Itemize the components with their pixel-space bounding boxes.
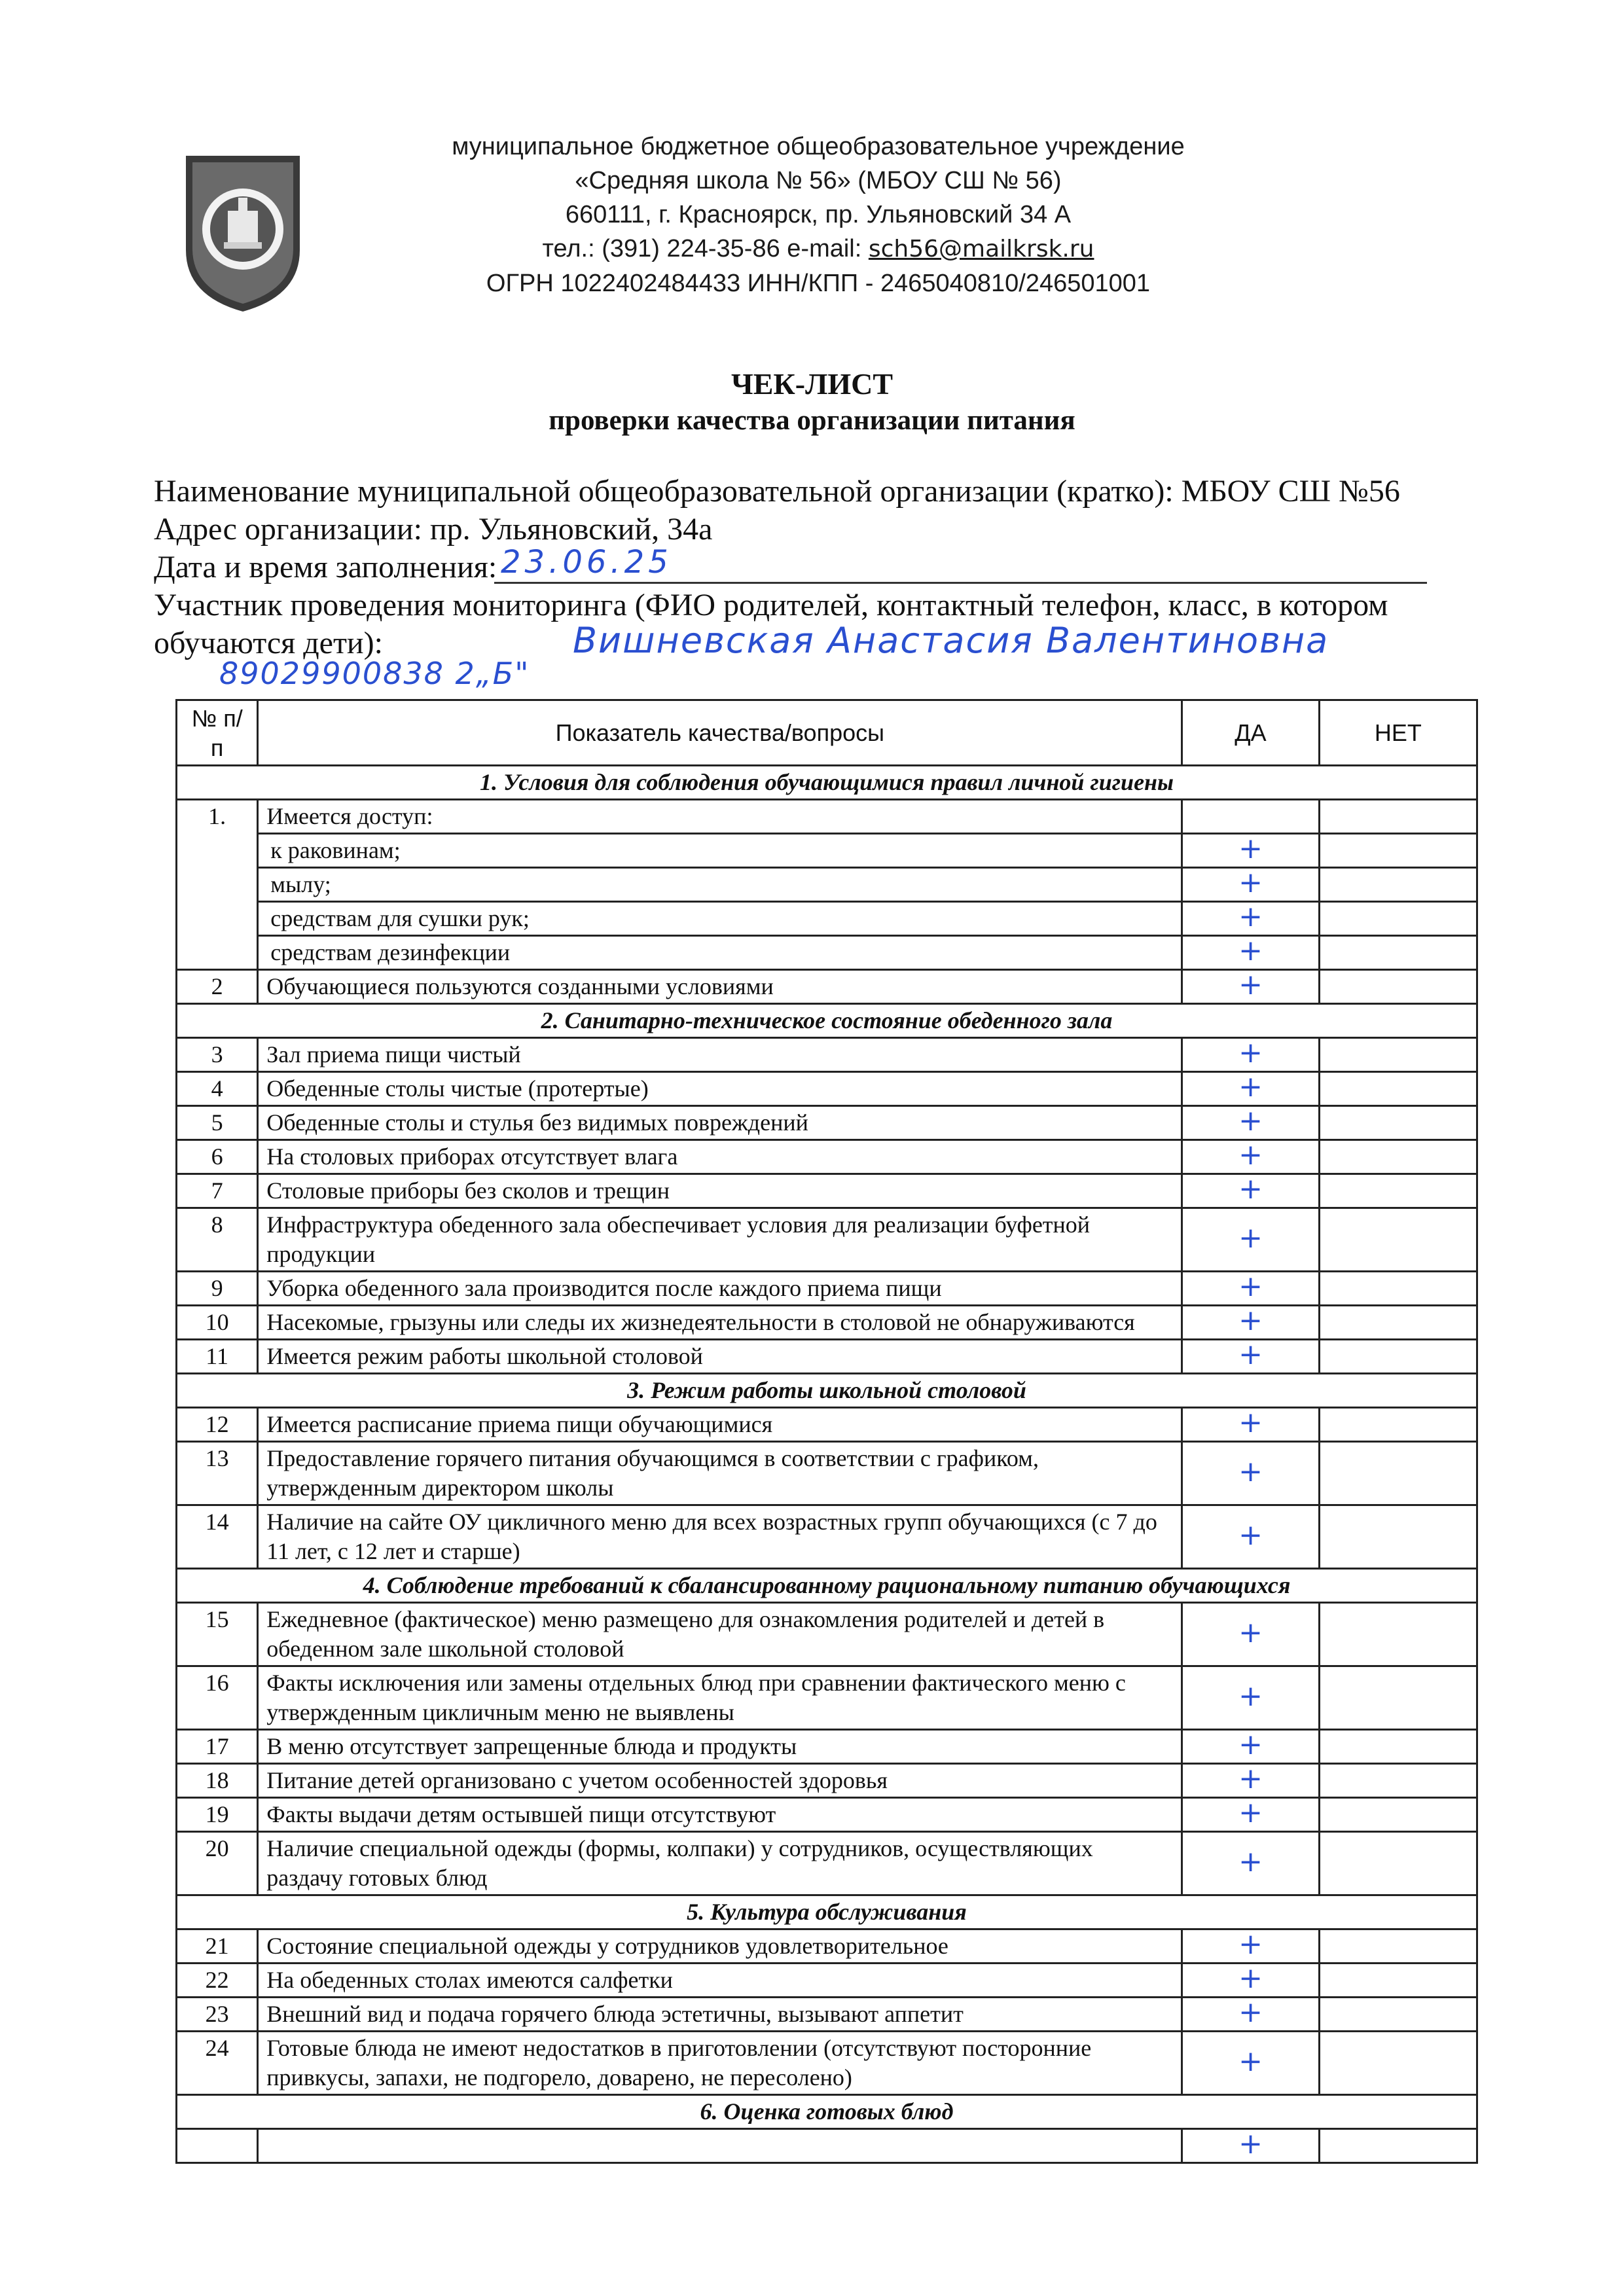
org-address: 660111, г. Красноярск, пр. Ульяновский 34 А	[565, 201, 1072, 228]
no-cell[interactable]	[1319, 1929, 1477, 1964]
row-num: 19	[177, 1798, 258, 1832]
yes-cell[interactable]	[1182, 1764, 1319, 1798]
plus-mark-icon: +	[1238, 1844, 1263, 1878]
row-num: 3	[177, 1038, 258, 1072]
row-num: 23	[177, 1998, 258, 2032]
no-cell[interactable]	[1319, 1505, 1477, 1569]
table-row	[177, 1408, 1477, 1442]
no-cell[interactable]	[1319, 1038, 1477, 1072]
row-question: Наличие специальной одежды (формы, колпаки) у сотрудников, осуществляющих раздачу готовых блюд	[258, 1832, 1182, 1895]
table-row	[177, 1798, 1477, 1832]
document-title: ЧЕК-ЛИСТ	[731, 367, 893, 401]
table-row	[177, 1106, 1477, 1140]
plus-mark-icon: +	[1238, 1270, 1263, 1303]
document-subtitle: проверки качества организации питания	[549, 405, 1075, 436]
table-row	[177, 1666, 1477, 1730]
row-question: Имеется режим работы школьной столовой	[258, 1340, 1182, 1374]
plus-mark-icon: +	[1238, 1172, 1263, 1206]
row-question: Зал приема пищи чистый	[258, 1038, 1182, 1072]
row-num: 4	[177, 1072, 258, 1106]
table-row	[177, 1272, 1477, 1306]
yes-cell[interactable]	[1182, 1340, 1319, 1374]
row-question: Обучающиеся пользуются созданными условиями	[258, 970, 1182, 1004]
no-cell[interactable]	[1319, 1208, 1477, 1272]
table-row	[177, 1730, 1477, 1764]
row-question: Уборка обеденного зала производится после каждого приема пищи	[258, 1272, 1182, 1306]
plus-mark-icon: +	[1238, 900, 1263, 933]
row-question: Столовые приборы без сколов и трещин	[258, 1174, 1182, 1208]
table-row	[177, 1603, 1477, 1666]
row-num: 8	[177, 1208, 258, 1272]
table-row	[177, 1442, 1477, 1505]
plus-mark-icon: +	[1238, 1221, 1263, 1255]
no-cell[interactable]	[1319, 1964, 1477, 1998]
row-num: 14	[177, 1505, 258, 1569]
table-row	[177, 1038, 1477, 1072]
row-question: Питание детей организовано с учетом особенностей здоровья	[258, 1764, 1182, 1798]
table-row	[177, 1929, 1477, 1964]
plus-mark-icon: +	[1238, 832, 1263, 865]
table-row	[177, 1998, 1477, 2032]
section-title: 2. Санитарно-техническое состояние обеденного зала	[177, 1004, 1477, 1038]
org-registration: ОГРН 1022402484433 ИНН/КПП - 2465040810/246501001	[486, 270, 1151, 297]
org-name-field: Наименование муниципальной общеобразовательной организации (кратко): МБОУ СШ №56	[154, 474, 1400, 509]
row-question: Насекомые, грызуны или следы их жизнедеятельности в столовой не обнаруживаются	[258, 1306, 1182, 1340]
participant-label-line2: обучаются дети):	[154, 626, 383, 660]
no-cell[interactable]	[1319, 1798, 1477, 1832]
org-email-link[interactable]: sch56@mailkrsk.ru	[868, 236, 1094, 262]
plus-mark-icon: +	[1238, 2044, 1263, 2078]
header-question: Показатель качества/вопросы	[258, 700, 1182, 766]
row-question: Готовые блюда не имеют недостатков в приготовлении (отсутствуют посторонние привкусы, запахи, не подгорело, доварено, не пересолено)	[258, 2032, 1182, 2095]
no-cell[interactable]	[1319, 834, 1477, 868]
yes-cell[interactable]	[1182, 1106, 1319, 1140]
plus-mark-icon: +	[1238, 1104, 1263, 1138]
org-name: «Средняя школа № 56» (МБОУ СШ № 56)	[575, 167, 1062, 194]
yes-cell[interactable]	[1182, 1272, 1319, 1306]
row-num: 5	[177, 1106, 258, 1140]
row-num: 11	[177, 1340, 258, 1374]
plus-mark-icon: +	[1238, 1070, 1263, 1103]
date-label: Дата и время заполнения:	[154, 550, 497, 584]
row-num: 1.	[177, 800, 258, 970]
row-question: Обеденные столы и стулья без видимых повреждений	[258, 1106, 1182, 1140]
row-question: Инфраструктура обеденного зала обеспечивает условия для реализации буфетной продукции	[258, 1208, 1182, 1272]
row-num: 2	[177, 970, 258, 1004]
date-handwritten: 23.06.25	[501, 544, 672, 581]
table-row	[177, 1764, 1477, 1798]
row-num: 24	[177, 2032, 258, 2095]
org-address-field: Адрес организации: пр. Ульяновский, 34а	[154, 512, 713, 547]
row-question: На обеденных столах имеются салфетки	[258, 1964, 1182, 1998]
plus-mark-icon: +	[1238, 1796, 1263, 1829]
school-emblem-icon	[182, 152, 304, 314]
no-cell[interactable]	[1319, 2032, 1477, 2095]
plus-mark-icon: +	[1238, 1928, 1263, 1961]
yes-cell[interactable]	[1182, 902, 1319, 936]
org-contacts	[367, 232, 1270, 266]
plus-mark-icon: +	[1238, 1996, 1263, 2029]
plus-mark-icon: +	[1238, 1679, 1263, 1713]
row-num: 10	[177, 1306, 258, 1340]
table-row	[177, 970, 1477, 1004]
table-subrow	[177, 936, 1477, 970]
row-num: 18	[177, 1764, 258, 1798]
row-question: Предоставление горячего питания обучающимся в соответствии с графиком, утвержденным директором школы	[258, 1442, 1182, 1505]
section-row	[177, 2095, 1477, 2129]
yes-cell[interactable]	[1182, 1072, 1319, 1106]
no-cell[interactable]	[1319, 868, 1477, 902]
no-cell[interactable]	[1319, 800, 1477, 834]
row-num: 22	[177, 1964, 258, 1998]
table-row	[177, 1505, 1477, 1569]
plus-mark-icon: +	[1238, 1036, 1263, 1069]
no-cell[interactable]	[1319, 1998, 1477, 2032]
yes-cell[interactable]	[1182, 1505, 1319, 1569]
yes-cell[interactable]	[1182, 1174, 1319, 1208]
no-cell[interactable]	[1319, 2129, 1477, 2163]
row-num: 21	[177, 1929, 258, 1964]
section-title: 4. Соблюдение требований к сбалансированному рациональному питанию обучающихся	[177, 1569, 1477, 1603]
no-cell[interactable]	[1319, 1666, 1477, 1730]
section-row	[177, 766, 1477, 800]
row-subquestion: средствам дезинфекции	[258, 936, 1182, 970]
row-num: 9	[177, 1272, 258, 1306]
table-row	[177, 1340, 1477, 1374]
yes-cell[interactable]	[1182, 1666, 1319, 1730]
table-row	[177, 1306, 1477, 1340]
section-row	[177, 1569, 1477, 1603]
section-row	[177, 1004, 1477, 1038]
participant-field	[154, 620, 1476, 691]
row-question: Внешний вид и подача горячего блюда эстетичны, вызывают аппетит	[258, 1998, 1182, 2032]
row-question: Факты выдачи детям остывшей пищи отсутствуют	[258, 1798, 1182, 1832]
row-question: Состояние специальной одежды у сотрудников удовлетворительное	[258, 1929, 1182, 1964]
yes-cell[interactable]	[1182, 1442, 1319, 1505]
row-question: Наличие на сайте ОУ цикличного меню для всех возрастных групп обучающихся (с 7 до 11 лет, с 12 лет и старше)	[258, 1505, 1182, 1569]
table-row	[177, 2032, 1477, 2095]
plus-mark-icon: +	[1238, 1762, 1263, 1795]
row-num: 16	[177, 1666, 258, 1730]
header-yes: ДА	[1182, 700, 1319, 766]
checklist-table	[175, 699, 1478, 2164]
plus-mark-icon: +	[1238, 1406, 1263, 1439]
header-no: НЕТ	[1319, 700, 1477, 766]
table-row	[177, 800, 1477, 834]
plus-mark-icon: +	[1238, 968, 1263, 1001]
org-phone: тел.: (391) 224-35-86 e-mail:	[542, 235, 869, 262]
no-cell[interactable]	[1319, 1272, 1477, 1306]
no-cell[interactable]	[1319, 1306, 1477, 1340]
table-row	[177, 1208, 1477, 1272]
yes-cell[interactable]	[1182, 1208, 1319, 1272]
section-title: 5. Культура обслуживания	[177, 1895, 1477, 1929]
no-cell[interactable]	[1319, 1408, 1477, 1442]
table-subrow	[177, 902, 1477, 936]
yes-cell[interactable]	[1182, 936, 1319, 970]
plus-mark-icon: +	[1238, 1728, 1263, 1761]
row-subquestion: средствам для сушки рук;	[258, 902, 1182, 936]
no-cell[interactable]	[1319, 1764, 1477, 1798]
plus-mark-icon: +	[1238, 1338, 1263, 1371]
yes-cell[interactable]	[1182, 1832, 1319, 1895]
row-question: Имеется доступ:	[258, 800, 1182, 834]
info-block	[154, 473, 1476, 691]
yes-cell[interactable]	[1182, 1038, 1319, 1072]
section-title: 1. Условия для соблюдения обучающимися правил личной гигиены	[177, 766, 1477, 800]
table-header-row	[177, 700, 1477, 766]
row-question: Обеденные столы чистые (протертые)	[258, 1072, 1182, 1106]
yes-cell[interactable]	[1182, 970, 1319, 1004]
yes-cell[interactable]	[1182, 1998, 1319, 2032]
no-cell[interactable]	[1319, 936, 1477, 970]
section-row	[177, 1374, 1477, 1408]
table-row	[177, 1140, 1477, 1174]
no-cell[interactable]	[1319, 1603, 1477, 1666]
row-num	[177, 2129, 258, 2163]
participant-label-line1: Участник проведения мониторинга (ФИО родителей, контактный телефон, класс, в котором	[154, 588, 1388, 622]
no-cell[interactable]	[1319, 902, 1477, 936]
no-cell[interactable]	[1319, 1106, 1477, 1140]
row-question: Факты исключения или замены отдельных блюд при сравнении фактического меню с утвержденным цикличным меню не выявлены	[258, 1666, 1182, 1730]
no-cell[interactable]	[1319, 1832, 1477, 1895]
participant-phone-handwritten: 89029900838 2„Б"	[219, 656, 530, 691]
yes-cell[interactable]	[1182, 2129, 1319, 2163]
yes-cell[interactable]	[1182, 1603, 1319, 1666]
plus-mark-icon: +	[1238, 1962, 1263, 1995]
yes-cell[interactable]	[1182, 868, 1319, 902]
row-subquestion: мылу;	[258, 868, 1182, 902]
yes-cell[interactable]	[1182, 1730, 1319, 1764]
no-cell[interactable]	[1319, 1072, 1477, 1106]
row-question: Ежедневное (фактическое) меню размещено для ознакомления родителей и детей в обеденном зале школьной столовой	[258, 1603, 1182, 1666]
organization-header	[367, 130, 1270, 300]
row-num: 6	[177, 1140, 258, 1174]
yes-cell[interactable]	[1182, 1408, 1319, 1442]
participant-name-handwritten: Вишневская Анастасия Валентиновна	[573, 620, 1329, 661]
section-row	[177, 1895, 1477, 1929]
yes-cell[interactable]	[1182, 1306, 1319, 1340]
row-num: 12	[177, 1408, 258, 1442]
row-question: В меню отсутствует запрещенные блюда и продукты	[258, 1730, 1182, 1764]
yes-cell[interactable]	[1182, 834, 1319, 868]
row-num: 17	[177, 1730, 258, 1764]
row-num: 7	[177, 1174, 258, 1208]
plus-mark-icon: +	[1238, 1304, 1263, 1337]
table-row	[177, 2129, 1477, 2163]
no-cell[interactable]	[1319, 970, 1477, 1004]
table-subrow	[177, 834, 1477, 868]
row-subquestion: к раковинам;	[258, 834, 1182, 868]
no-cell[interactable]	[1319, 1442, 1477, 1505]
yes-cell[interactable]	[1182, 1929, 1319, 1964]
row-num: 13	[177, 1442, 258, 1505]
yes-cell[interactable]	[1182, 1964, 1319, 1998]
table-row	[177, 1964, 1477, 1998]
plus-mark-icon: +	[1238, 866, 1263, 899]
row-question: Имеется расписание приема пищи обучающимися	[258, 1408, 1182, 1442]
table-row	[177, 1174, 1477, 1208]
table-row	[177, 1072, 1477, 1106]
plus-mark-icon: +	[1238, 1454, 1263, 1488]
plus-mark-icon: +	[1238, 1615, 1263, 1649]
no-cell[interactable]	[1319, 1730, 1477, 1764]
yes-cell[interactable]	[1182, 800, 1319, 834]
section-title: 6. Оценка готовых блюд	[177, 2095, 1477, 2129]
table-subrow	[177, 868, 1477, 902]
plus-mark-icon: +	[1238, 934, 1263, 967]
plus-mark-icon: +	[1238, 2127, 1263, 2161]
row-num: 15	[177, 1603, 258, 1666]
plus-mark-icon: +	[1238, 1138, 1263, 1172]
date-underline	[494, 582, 1427, 584]
section-title: 3. Режим работы школьной столовой	[177, 1374, 1477, 1408]
org-type: муниципальное бюджетное общеобразовательное учреждение	[452, 133, 1185, 160]
yes-cell[interactable]	[1182, 1798, 1319, 1832]
yes-cell[interactable]	[1182, 1140, 1319, 1174]
plus-mark-icon: +	[1238, 1518, 1263, 1552]
no-cell[interactable]	[1319, 1140, 1477, 1174]
yes-cell[interactable]	[1182, 2032, 1319, 2095]
no-cell[interactable]	[1319, 1340, 1477, 1374]
table-row	[177, 1832, 1477, 1895]
row-num: 20	[177, 1832, 258, 1895]
date-field	[154, 544, 1476, 586]
header-num: № п/п	[177, 700, 258, 766]
row-question	[258, 2129, 1182, 2163]
no-cell[interactable]	[1319, 1174, 1477, 1208]
row-question: На столовых приборах отсутствует влага	[258, 1140, 1182, 1174]
